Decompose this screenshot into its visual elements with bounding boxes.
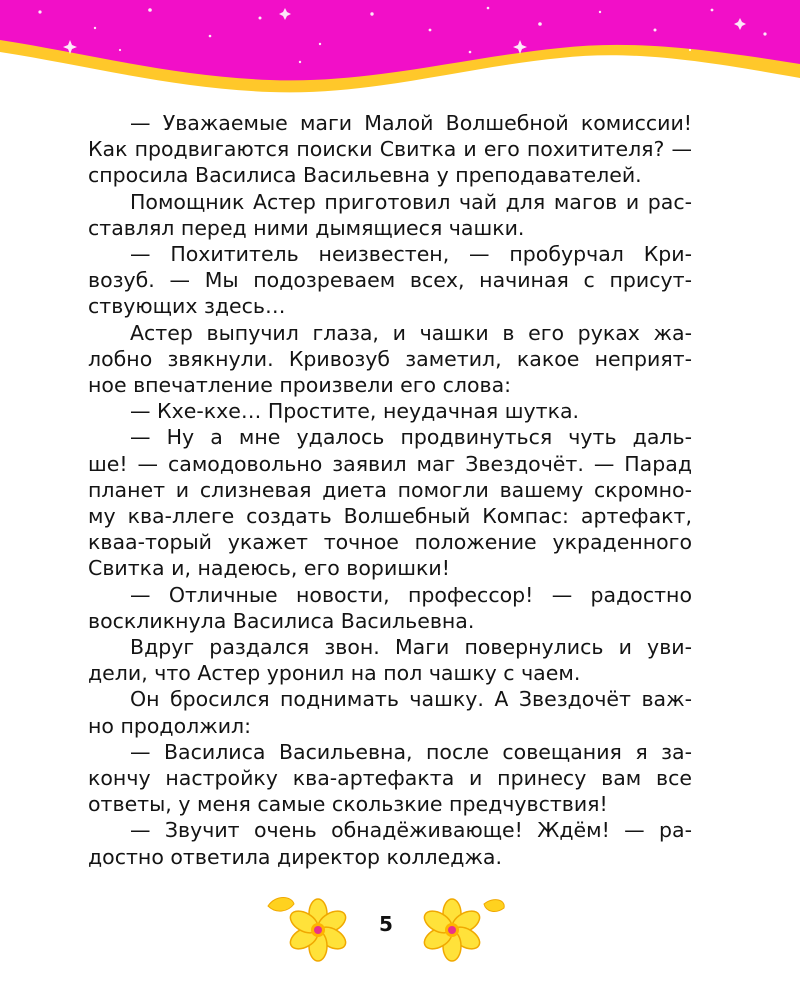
text-line: — Кхе-кхе… Простите, неудачная шутка. xyxy=(130,399,580,424)
text-line: лобно звякнули. Кривозуб заметил, какое неприят- xyxy=(88,346,692,371)
text-line: планет и слизневая диета помогли вашему скромно- xyxy=(88,477,692,502)
paragraph xyxy=(88,582,692,634)
page-number: 5 xyxy=(379,912,393,936)
text-line: достно ответила директор колледжа. xyxy=(88,844,502,869)
text-line: Вдруг раздался звон. Маги повернулись и уви- xyxy=(130,635,692,660)
text-line: Астер выпучил глаза, и чашки в его руках жа- xyxy=(130,320,692,345)
paragraph xyxy=(88,634,692,686)
text-line: возуб. — Мы подозреваем всех, начиная с присут- xyxy=(88,268,692,293)
paragraph xyxy=(88,320,692,399)
text-line: му ква-ллеге создать Волшебный Компас: артефакт, xyxy=(88,504,692,529)
text-line: кваа-торый укажет точное положение украденного xyxy=(88,530,692,555)
text-line: Он бросился поднимать чашку. А Звездочёт важ- xyxy=(130,687,692,712)
paragraph xyxy=(88,739,692,818)
text-line: дели, что Астер уронил на пол чашку с чаем. xyxy=(88,661,581,686)
paragraph xyxy=(88,817,692,869)
text-line: ное впечатление произвели его слова: xyxy=(88,373,512,398)
text-line: Как продвигаются поиски Свитка и его похитителя? — xyxy=(88,137,692,162)
paragraph xyxy=(88,686,692,738)
text-line: — Отличные новости, профессор! — радостно xyxy=(130,582,692,607)
paragraph xyxy=(88,189,692,241)
text-line: — Ну а мне удалось продвинуться чуть даль- xyxy=(130,425,692,450)
text-line: но продолжил: xyxy=(88,713,252,738)
paragraph xyxy=(88,424,692,581)
text-line: ше! — самодовольно заявил маг Звездочёт. — Парад xyxy=(88,451,692,476)
text-line: воскликнула Василиса Васильевна. xyxy=(88,608,475,633)
paragraph xyxy=(88,241,692,320)
text-line: Свитка и, надеюсь, его воришки! xyxy=(88,556,450,581)
paragraph xyxy=(88,110,692,189)
paragraph xyxy=(88,398,692,424)
text-line: — Похититель неизвестен, — пробурчал Кри- xyxy=(130,242,692,267)
story-text xyxy=(88,110,692,870)
text-line: ответы, у меня самые скользкие предчувствия! xyxy=(88,792,608,817)
text-line: ствующих здесь… xyxy=(88,294,286,319)
text-line: — Звучит очень обнадёживающе! Ждём! — ра- xyxy=(130,818,692,843)
flower-icon xyxy=(421,899,505,961)
text-line: спросила Василиса Васильевна у преподавателей. xyxy=(88,163,642,188)
text-line: — Уважаемые маги Малой Волшебной комиссии! xyxy=(130,111,692,135)
text-line: — Василиса Васильевна, после совещания я за- xyxy=(130,739,692,764)
text-line: ставлял перед ними дымящиеся чашки. xyxy=(88,215,525,240)
text-line: кончу настройку ква-артефакта и принесу вам все xyxy=(88,766,692,791)
text-line: Помощник Астер приготовил чай для магов и рас- xyxy=(130,189,692,214)
flower-icon xyxy=(268,898,349,962)
